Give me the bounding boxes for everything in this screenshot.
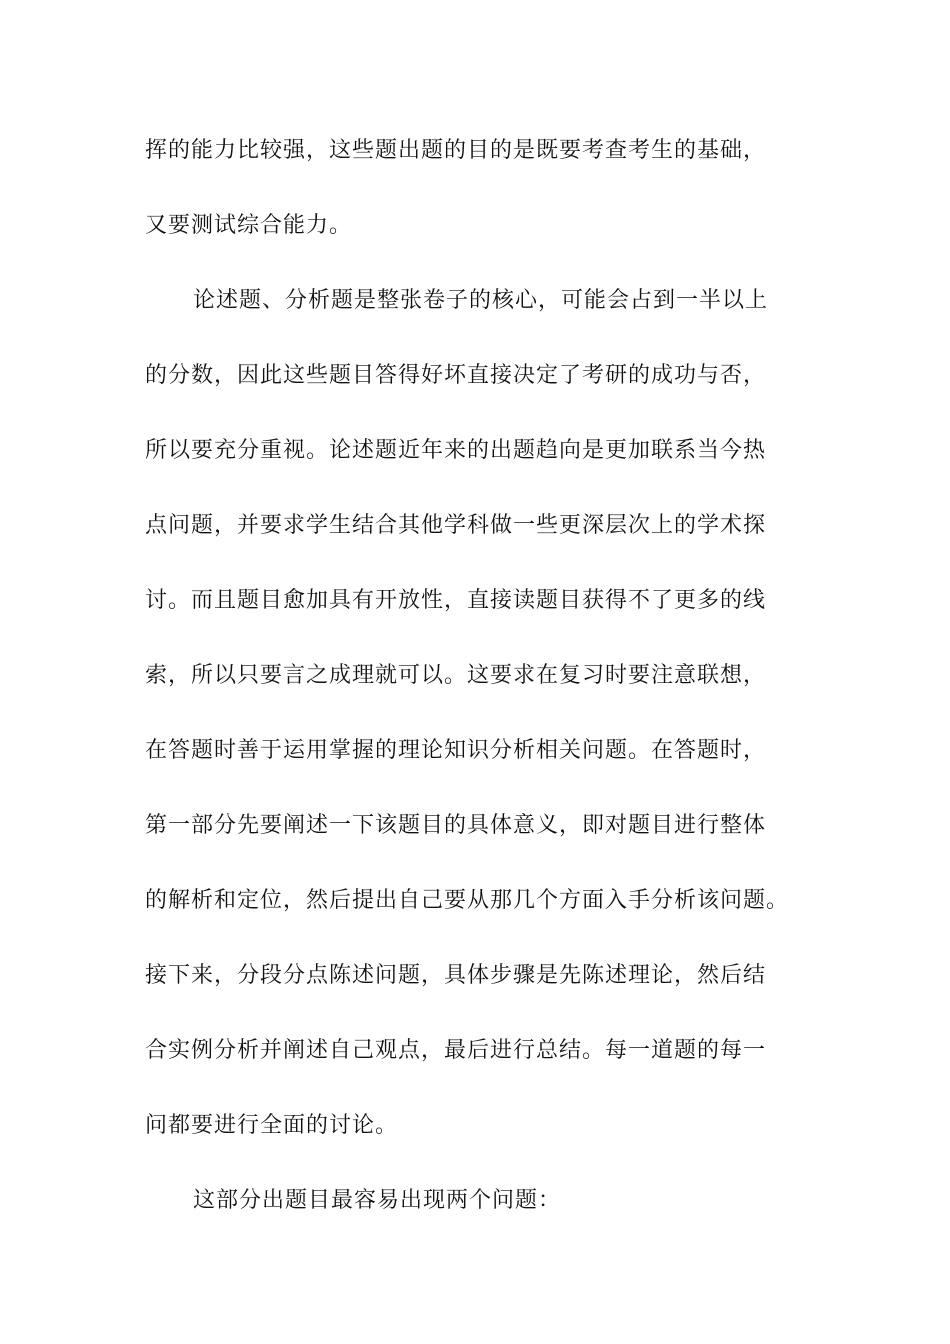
text-line: 合实例分析并阐述自己观点，最后进行总结。每一道题的每一: [145, 1038, 767, 1063]
text-line: 第一部分先要阐述一下该题目的具体意义，即对题目进行整体: [145, 813, 767, 838]
text-line: 挥的能力比较强，这些题出题的目的是既要考查考生的基础，: [145, 138, 767, 163]
text-line: 的解析和定位，然后提出自己要从那几个方面入手分析该问题。: [145, 888, 790, 913]
text-line: 在答题时善于运用掌握的理论知识分析相关问题。在答题时，: [145, 738, 767, 763]
text-line: 又要测试综合能力。: [145, 213, 353, 238]
text-line: 点问题，并要求学生结合其他学科做一些更深层次上的学术探: [145, 513, 767, 538]
text-line: 的分数，因此这些题目答得好坏直接决定了考研的成功与否，: [145, 363, 767, 388]
text-line: 接下来，分段分点陈述问题，具体步骤是先陈述理论，然后结: [145, 963, 767, 988]
paragraph-first-line: 论述题、分析题是整张卷子的核心，可能会占到一半以上: [193, 288, 769, 313]
text-line: 问都要进行全面的讨论。: [145, 1113, 399, 1138]
text-line: 所以要充分重视。论述题近年来的出题趋向是更加联系当今热: [145, 438, 767, 463]
text-line: 讨。而且题目愈加具有开放性，直接读题目获得不了更多的线: [145, 588, 767, 613]
body-text: [145, 129, 825, 1254]
text-line: 索，所以只要言之成理就可以。这要求在复习时要注意联想，: [145, 663, 767, 688]
paragraph-first-line: 这部分出题目最容易出现两个问题：: [193, 1188, 562, 1213]
